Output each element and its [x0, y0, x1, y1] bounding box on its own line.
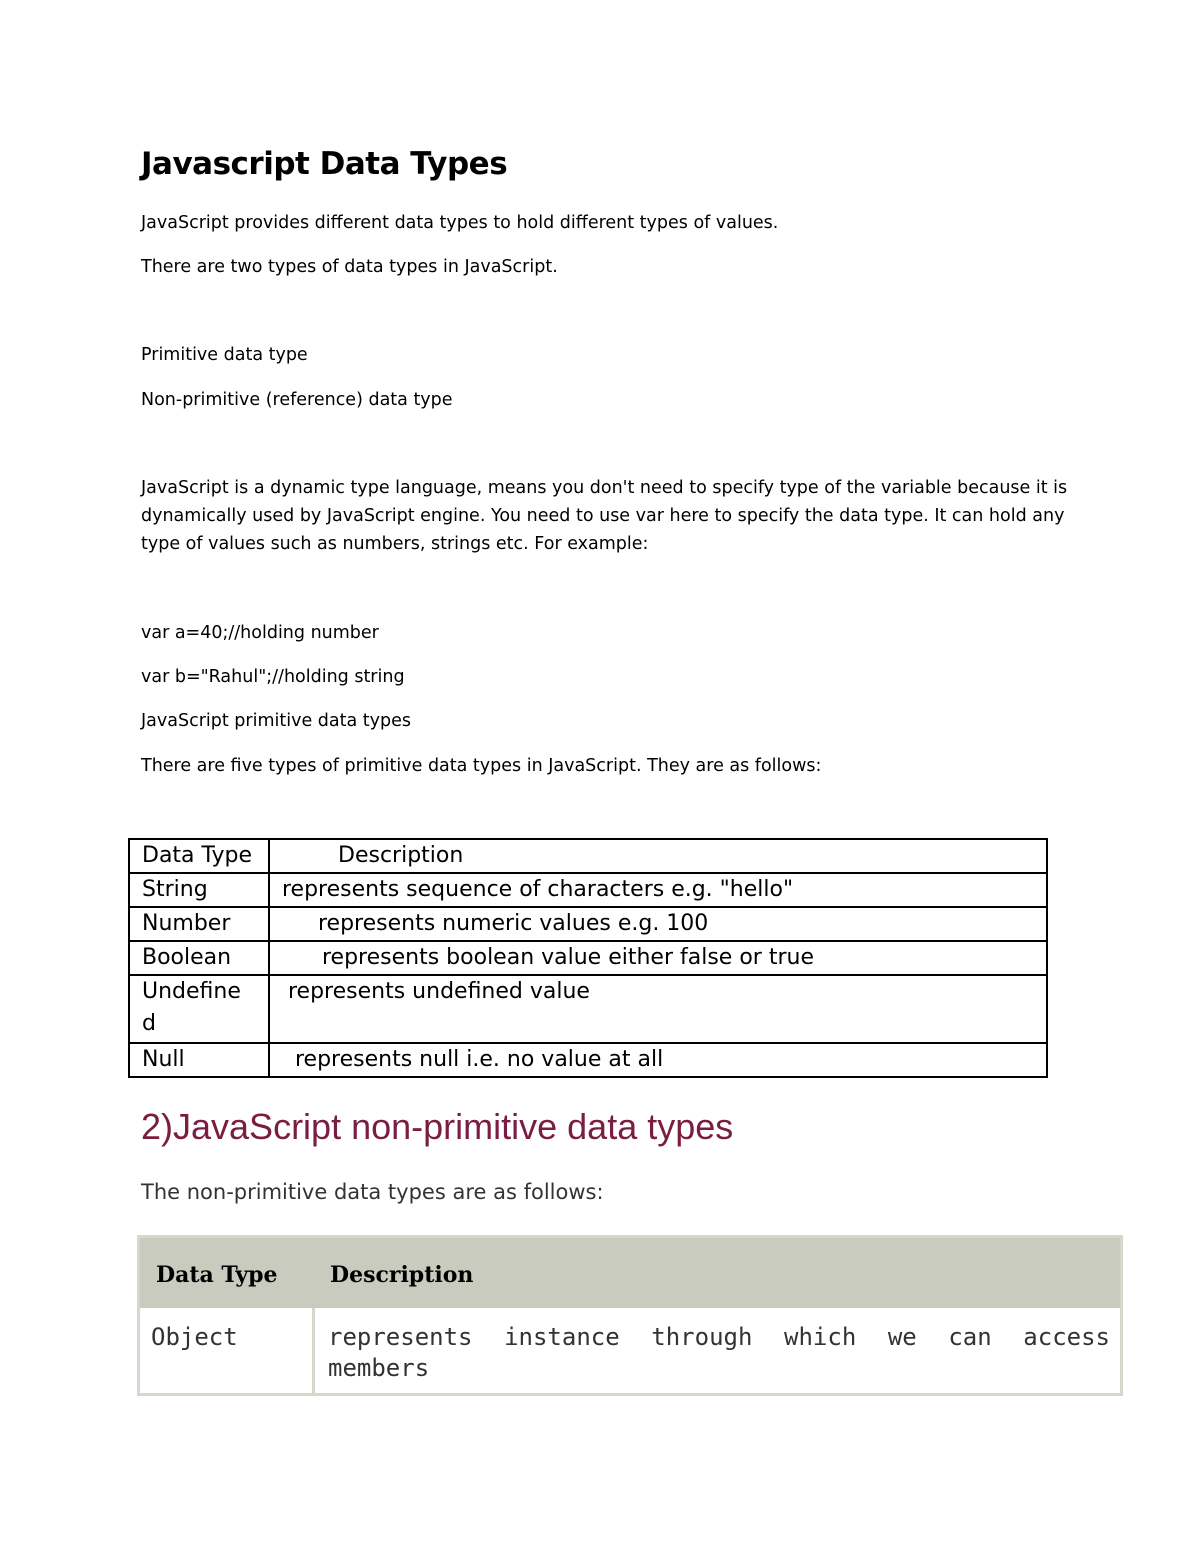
page-title: Javascript Data Types: [141, 146, 508, 182]
dynamic-paragraph-line: dynamically used by JavaScript engine. You need to use var here to specify the data type. It can hold any: [141, 506, 1065, 526]
type-cell: Number: [129, 907, 269, 941]
table-header-row: [129, 839, 1047, 873]
type-cell: Object: [151, 1323, 238, 1351]
description-cell: represents sequence of characters e.g. "hello": [269, 873, 1047, 907]
code-example-number: var a=40;//holding number: [141, 623, 379, 643]
section-2-heading: 2)JavaScript non-primitive data types: [141, 1106, 734, 1147]
dynamic-paragraph-line: JavaScript is a dynamic type language, means you don't need to specify type of the variable because it is: [141, 478, 1068, 498]
description-cell: represents undefined value: [269, 975, 1047, 1043]
type-cell-line: Undefine: [142, 979, 241, 1004]
type-cell: Boolean: [129, 941, 269, 975]
primitive-types-heading: JavaScript primitive data types: [141, 711, 411, 731]
category-non-primitive: Non-primitive (reference) data type: [141, 390, 453, 410]
primitive-types-intro: There are five types of primitive data types in JavaScript. They are as follows:: [141, 756, 822, 776]
table-row: [129, 873, 1047, 907]
type-cell: String: [129, 873, 269, 907]
table-row: [129, 941, 1047, 975]
table-row: [140, 1308, 1120, 1393]
type-cell: [129, 975, 269, 1043]
primitive-types-table: [128, 838, 1048, 1078]
section-2-intro: The non-primitive data types are as follows:: [141, 1180, 604, 1204]
table-header-cell: Description: [269, 839, 1047, 873]
table-row: [129, 975, 1047, 1043]
intro-paragraph-1: JavaScript provides different data types to hold different types of values.: [141, 213, 779, 233]
type-cell: Null: [129, 1043, 269, 1077]
type-cell-line: d: [142, 1011, 156, 1036]
dynamic-typing-paragraph: [141, 474, 1068, 558]
description-line: members: [328, 1354, 430, 1382]
description-line: represents instance through which we can access: [328, 1323, 1110, 1351]
code-example-string: var b="Rahul";//holding string: [141, 667, 405, 687]
table-header-cell: Data Type: [129, 839, 269, 873]
table-header-cell: Data Type: [156, 1262, 278, 1288]
intro-paragraph-2: There are two types of data types in JavaScript.: [141, 257, 558, 277]
description-cell: represents boolean value either false or true: [269, 941, 1047, 975]
table-header-row: [140, 1238, 1120, 1308]
description-cell: represents numeric values e.g. 100: [269, 907, 1047, 941]
description-cell: [328, 1322, 1110, 1384]
description-cell: represents null i.e. no value at all: [269, 1043, 1047, 1077]
category-primitive: Primitive data type: [141, 345, 308, 365]
table-row: [129, 907, 1047, 941]
table-row: [129, 1043, 1047, 1077]
table-header-cell: Description: [330, 1262, 474, 1288]
non-primitive-types-table: [137, 1235, 1123, 1396]
dynamic-paragraph-line: type of values such as numbers, strings etc. For example:: [141, 534, 649, 554]
